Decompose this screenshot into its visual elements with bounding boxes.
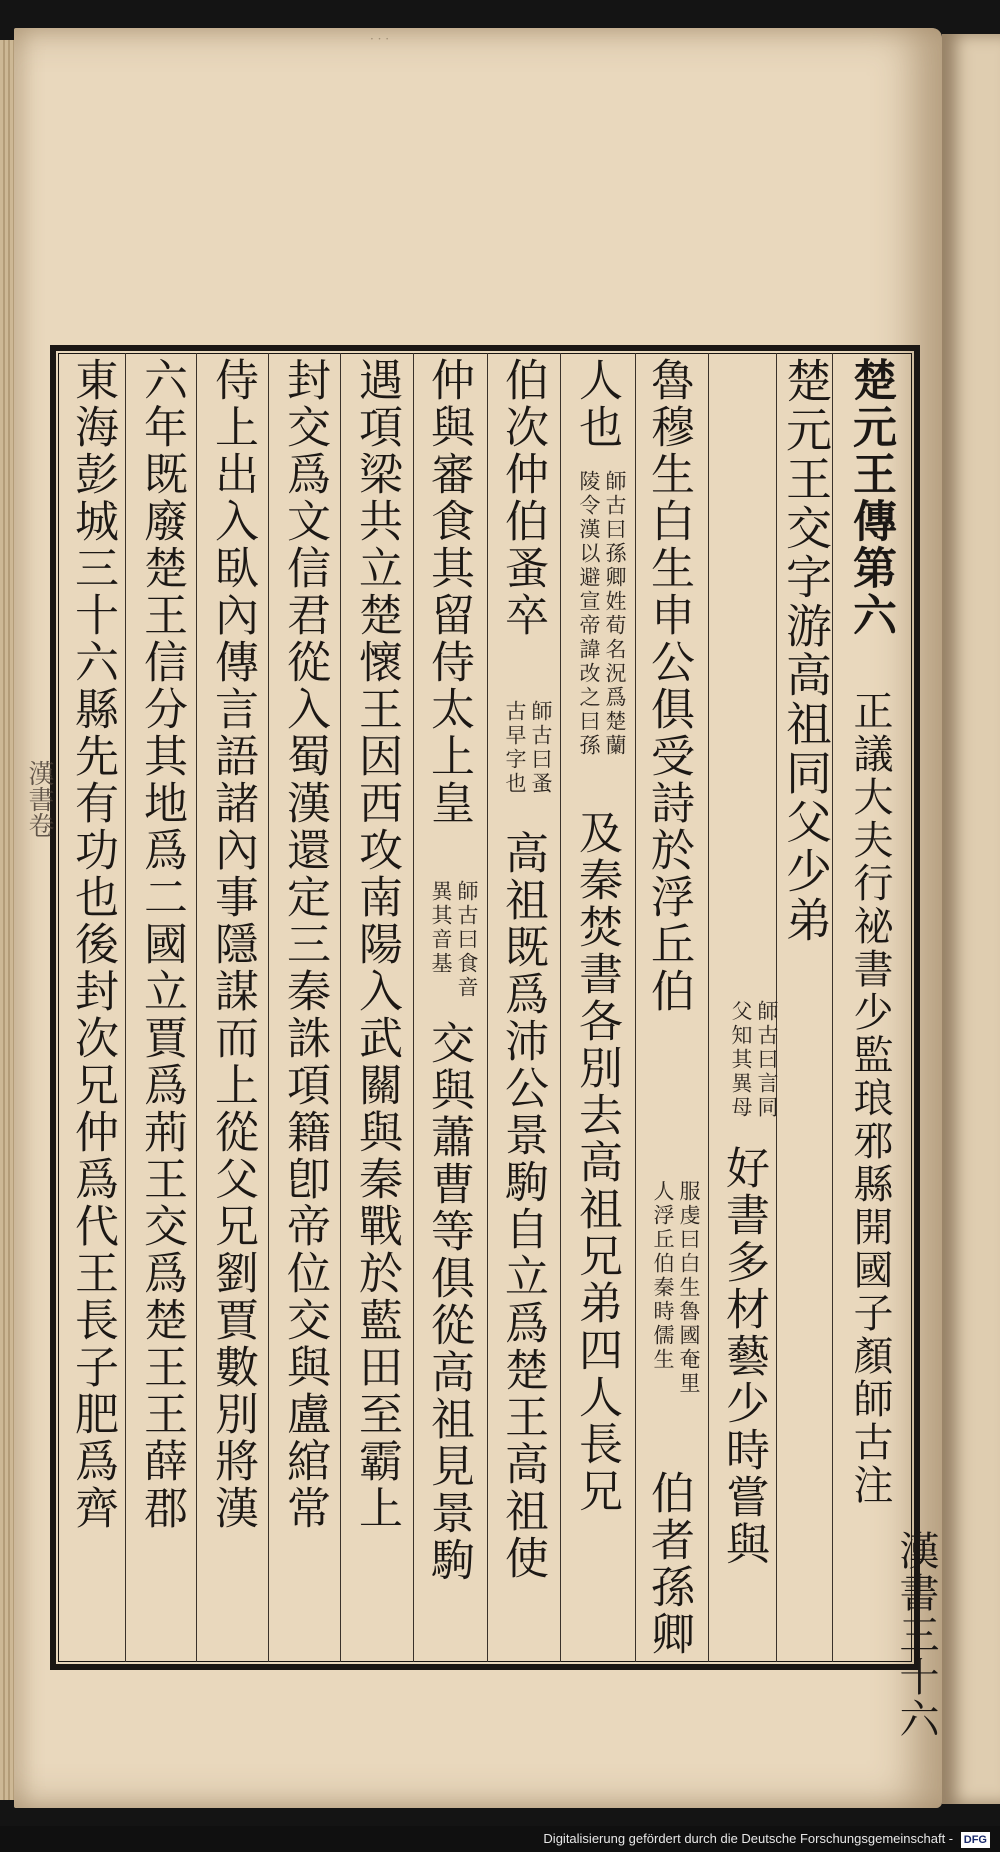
- text-column-7: 封交爲文信君從入蜀漢還定三秦誅項籍卽帝位交與盧綰常: [279, 357, 330, 1532]
- column-rule: [708, 353, 709, 1662]
- annotation-col1-b: 父知其異母: [729, 1000, 753, 1120]
- text-column-1: 楚元王交字游高祖同父少弟: [779, 357, 833, 945]
- text-column-4: 高祖既爲沛公景駒自立爲楚王高祖使: [497, 830, 548, 1582]
- page-marker: 漢書三十六: [893, 1530, 939, 1740]
- annotation-col4-a: 師古曰蚤: [529, 700, 553, 796]
- text-column-6: 遇項梁共立楚懷王因西攻南陽入武關與秦戰於藍田至霸上: [351, 357, 402, 1532]
- column-rule: [268, 353, 269, 1662]
- column-rule: [560, 353, 561, 1662]
- text-column-2: 魯穆生白生申公俱受詩於浮丘伯: [643, 357, 694, 1015]
- annotation-col3-b: 陵令漢以避宣帝諱改之曰孫: [577, 470, 601, 758]
- text-column-5: 交與蕭曹等俱從高祖見景駒: [423, 1020, 474, 1584]
- column-rule: [487, 353, 488, 1662]
- column-rule: [196, 353, 197, 1662]
- facing-page-edge: [942, 34, 1000, 1804]
- commentator-line: 正議大夫行祕書少監琅邪縣開國子顏師古注: [847, 690, 893, 1507]
- annotation-col3-a: 師古曰孫卿姓荀名況爲楚蘭: [603, 470, 627, 758]
- text-column-9: 六年既廢楚王信分其地爲二國立賈爲荊王交爲楚王王薛郡: [136, 357, 187, 1532]
- text-column-2-tail: 伯者孫卿: [643, 1470, 694, 1658]
- column-rule: [635, 353, 636, 1662]
- text-column-4-head: 伯次仲伯蚤卒: [497, 357, 548, 639]
- annotation-col1-a: 師古曰言同: [755, 1000, 779, 1120]
- text-column-3-head: 人也: [571, 357, 622, 451]
- footer-text: Digitalisierung gefördert durch die Deutsche Forschungsgemeinschaft -: [543, 1831, 954, 1846]
- annotation-col5-b: 異其音基: [429, 880, 453, 976]
- annotation-col5-a: 師古曰食音: [455, 880, 479, 1000]
- margin-mark: 漢書卷: [24, 760, 54, 838]
- text-column-8: 侍上出入臥內傳言語諸內事隱謀而上從父兄劉賈數別將漢: [207, 357, 258, 1532]
- faint-stamp: · · ·: [370, 32, 390, 46]
- footer-bar: [0, 1826, 1000, 1852]
- chapter-title: 楚元王傳第六: [845, 357, 896, 639]
- dfg-badge: DFG: [961, 1832, 990, 1848]
- text-column-10: 東海彭城三十六縣先有功也後封次兄仲爲代王長子肥爲齊: [67, 357, 118, 1532]
- annotation-col2-a: 服虔曰白生魯國奄里: [677, 1180, 701, 1396]
- text-column-3: 及秦焚書各別去高祖兄弟四人長兄: [571, 810, 622, 1515]
- column-rule: [413, 353, 414, 1662]
- column-rule: [340, 353, 341, 1662]
- text-column-5-head: 仲與審食其留侍太上皇: [423, 357, 474, 827]
- column-rule: [125, 353, 126, 1662]
- text-column-1-tail: 好書多材藝少時嘗與: [718, 1145, 769, 1568]
- annotation-col4-b: 古早字也: [503, 700, 527, 796]
- annotation-col2-b: 人浮丘伯秦時儒生: [651, 1180, 675, 1372]
